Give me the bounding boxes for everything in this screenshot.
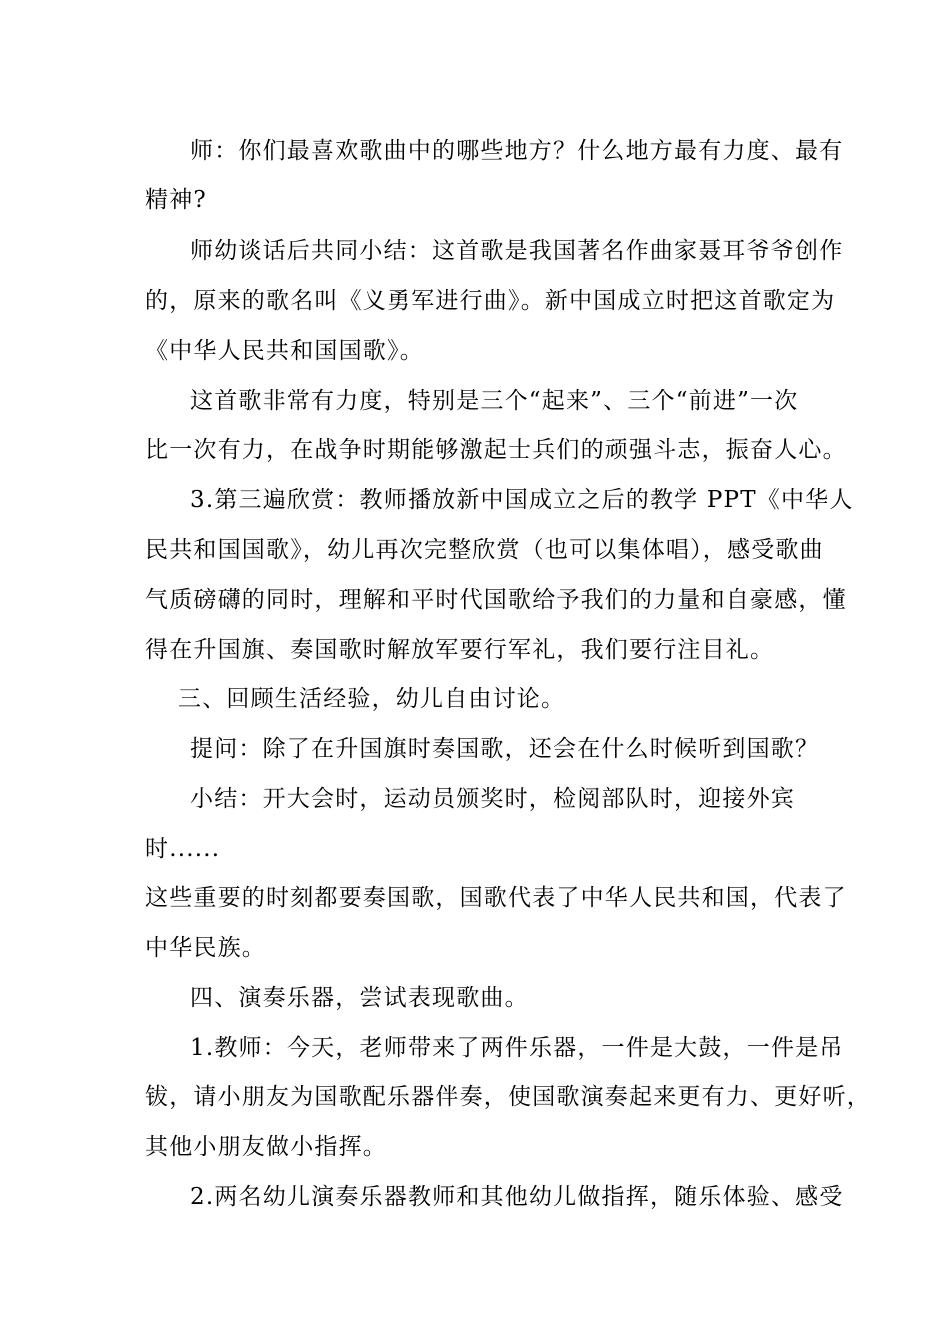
text-line: 精神? <box>145 187 207 213</box>
text-line: 民共和国国歌》，幼儿再次完整欣赏（也可以集体唱），感受歌曲 <box>145 537 824 563</box>
section-heading: 四、演奏乐器，尝试表现歌曲。 <box>190 985 529 1011</box>
text-line: 时...... <box>145 836 221 862</box>
text-line: 钹，请小朋友为国歌配乐器伴奏，使国歌演奏起来更有力、更好听， <box>145 1084 871 1110</box>
text-line: 这首歌非常有力度，特别是三个“起来”、三个“前进”一次 <box>190 388 799 414</box>
text-line: 中华民族。 <box>145 935 266 961</box>
text-line: 2.两名幼儿演奏乐器教师和其他幼儿做指挥，随乐体验、感受 <box>190 1184 844 1210</box>
text-line: 气质磅礴的同时，理解和平时代国歌给予我们的力量和自豪感，懂 <box>145 587 847 613</box>
text-line: 其他小朋友做小指挥。 <box>145 1134 387 1160</box>
section-heading: 三、回顾生活经验，幼儿自由讨论。 <box>178 686 566 712</box>
text-line: 师幼谈话后共同小结：这首歌是我国著名作曲家聂耳爷爷创作 <box>190 238 844 264</box>
text-line: 提问：除了在升国旗时奏国歌，还会在什么时候听到国歌？ <box>190 736 820 762</box>
text-line: 得在升国旗、奏国歌时解放军要行军礼，我们要行注目礼。 <box>145 637 775 663</box>
text-line: 《中华人民共和国国歌》。 <box>145 338 424 364</box>
text-line: 比一次有力，在战争时期能够激起士兵们的顽强斗志，振奋人心。 <box>145 437 847 463</box>
text-line: 这些重要的时刻都要奏国歌，国歌代表了中华人民共和国，代表了 <box>145 885 847 911</box>
text-line: 的，原来的歌名叫《义勇军进行曲》。新中国成立时把这首歌定为 <box>145 288 836 314</box>
text-line: 1.教师：今天，老师带来了两件乐器，一件是大鼓，一件是吊 <box>190 1035 844 1061</box>
text-line: 3.第三遍欣赏：教师播放新中国成立之后的教学 PPT《中华人 <box>190 487 854 513</box>
text-line: 师：你们最喜欢歌曲中的哪些地方？什么地方最有力度、最有 <box>190 138 844 164</box>
text-line: 小结：开大会时，运动员颁奖时，检阅部队时，迎接外宾 <box>190 786 795 812</box>
